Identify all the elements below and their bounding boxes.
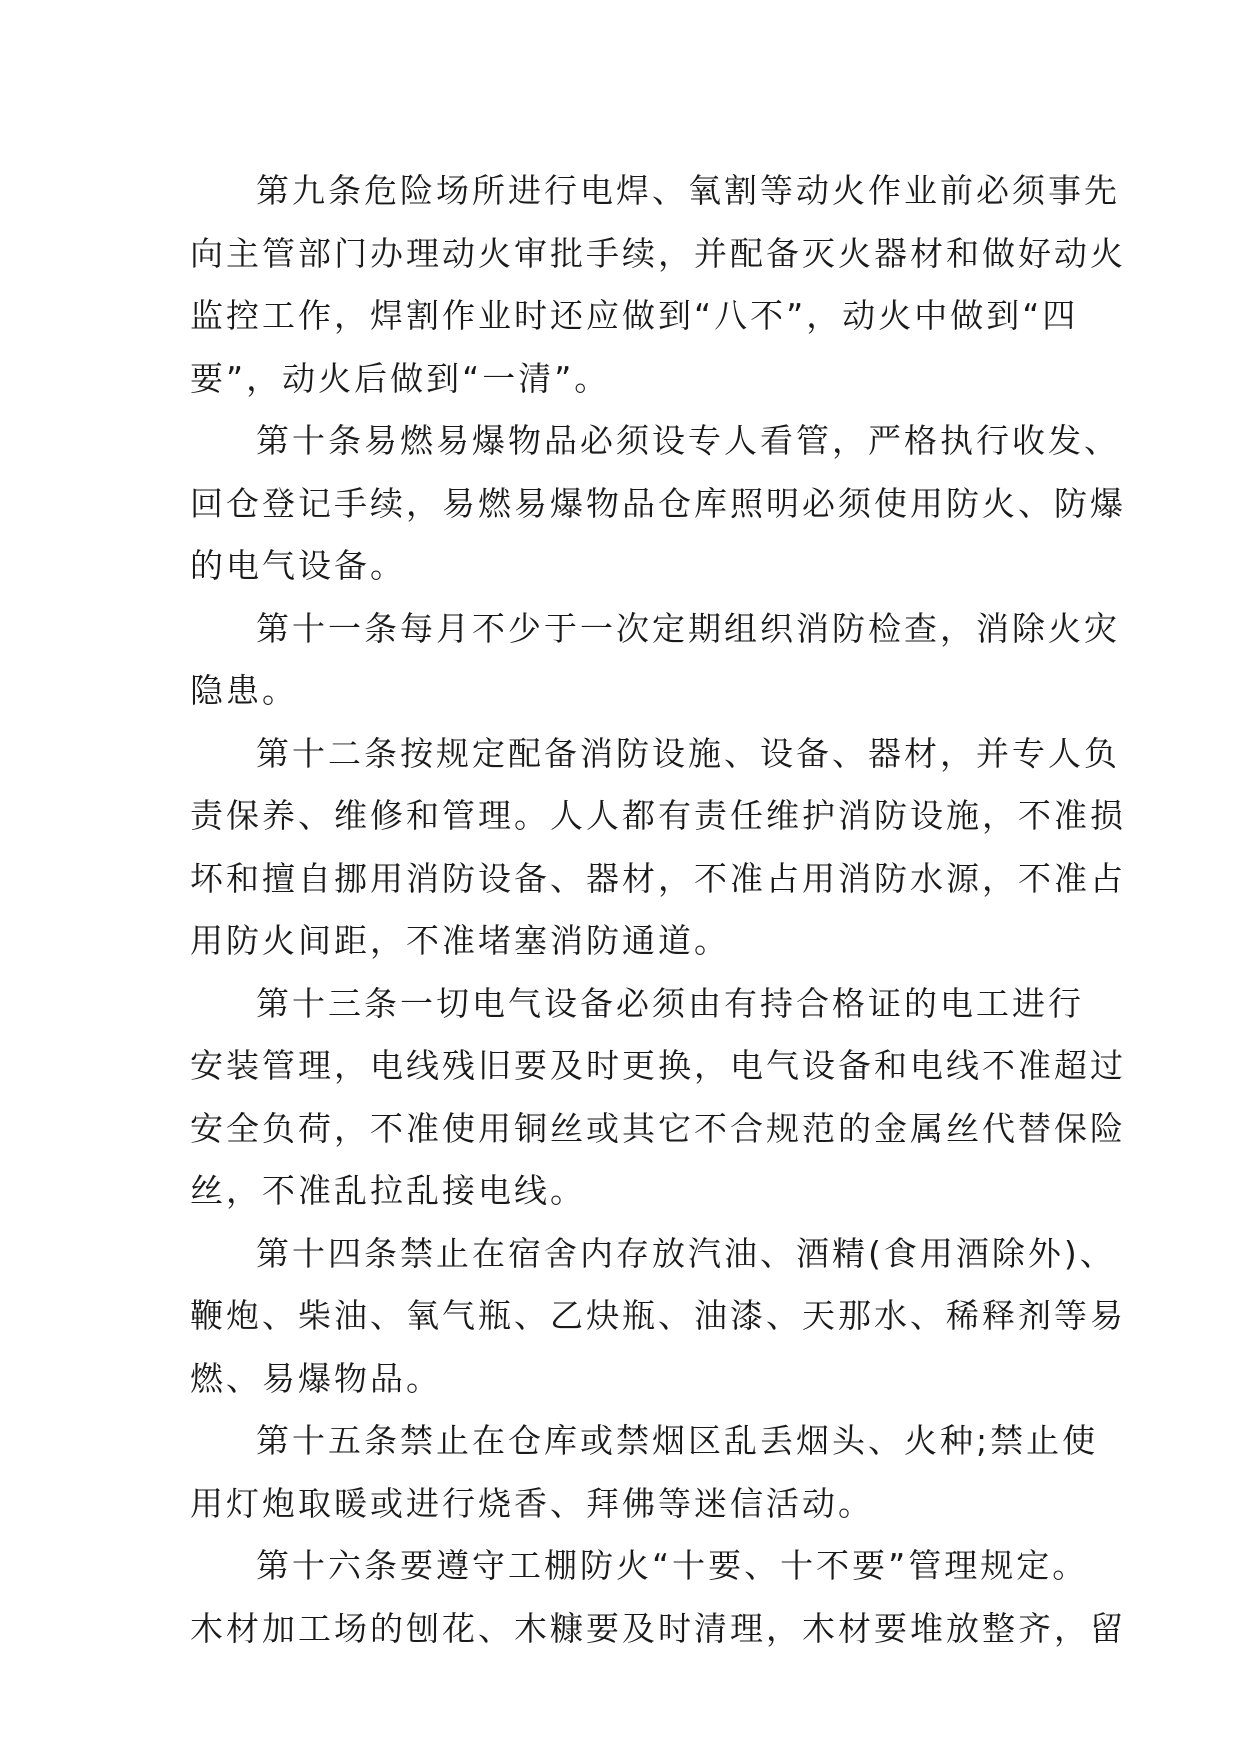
article-10 xyxy=(190,410,1126,598)
article-9-line-4: 要”，动火后做到“一清”。 xyxy=(190,358,611,398)
article-14-line-3: 燃、易爆物品。 xyxy=(190,1358,442,1398)
article-14-line-1: 第十四条禁止在宿舍内存放汽油、酒精(食用酒除外)、 xyxy=(256,1233,1116,1273)
article-10-line-2: 回仓登记手续，易燃易爆物品仓库照明必须使用防火、防爆 xyxy=(190,483,1126,523)
article-16-line-1: 第十六条要遵守工棚防火“十要、十不要”管理规定。 xyxy=(256,1546,1089,1585)
article-14-line-2: 鞭炮、柴油、氧气瓶、乙炔瓶、油漆、天那水、稀释剂等易 xyxy=(190,1296,1126,1335)
article-10-line-1: 第十条易燃易爆物品必须设专人看管，严格执行收发、 xyxy=(256,421,1120,460)
article-13-line-3: 安全负荷，不准使用铜丝或其它不合规范的金属丝代替保险 xyxy=(190,1108,1126,1148)
article-9-line-2: 向主管部门办理动火审批手续，并配备灭火器材和做好动火 xyxy=(190,233,1126,273)
article-14 xyxy=(190,1223,1126,1411)
article-10-line-3: 的电气设备。 xyxy=(190,546,406,585)
article-9 xyxy=(190,160,1126,410)
article-13-line-2: 安装管理，电线残旧要及时更换，电气设备和电线不准超过 xyxy=(190,1046,1126,1085)
article-16 xyxy=(190,1535,1126,1660)
article-9-line-3: 监控工作，焊割作业时还应做到“八不”，动火中做到“四 xyxy=(190,296,1079,335)
article-9-line-1: 第九条危险场所进行电焊、氧割等动火作业前必须事先 xyxy=(256,171,1120,210)
document-body xyxy=(190,160,1126,1660)
article-13 xyxy=(190,973,1126,1223)
article-15-line-2: 用灯炮取暖或进行烧香、拜佛等迷信活动。 xyxy=(190,1483,874,1523)
article-11-line-2: 隐患。 xyxy=(190,671,298,710)
article-11-line-1: 第十一条每月不少于一次定期组织消防检查，消除火灾 xyxy=(256,608,1120,648)
article-12 xyxy=(190,723,1126,973)
article-12-line-4: 用防火间距，不准堵塞消防通道。 xyxy=(190,921,730,960)
article-15-line-1: 第十五条禁止在仓库或禁烟区乱丢烟头、火种;禁止使 xyxy=(256,1421,1099,1460)
article-12-line-3: 坏和擅自挪用消防设备、器材，不准占用消防水源，不准占 xyxy=(190,858,1126,898)
article-12-line-2: 责保养、维修和管理。人人都有责任维护消防设施，不准损 xyxy=(190,796,1126,835)
article-16-line-2: 木材加工场的刨花、木糠要及时清理，木材要堆放整齐，留 xyxy=(190,1608,1126,1648)
article-15 xyxy=(190,1410,1099,1535)
article-13-line-1: 第十三条一切电气设备必须由有持合格证的电工进行 xyxy=(256,983,1084,1023)
article-11 xyxy=(190,598,1120,723)
article-13-line-4: 丝，不准乱拉乱接电线。 xyxy=(190,1171,586,1210)
article-12-line-1: 第十二条按规定配备消防设施、设备、器材，并专人负 xyxy=(256,733,1120,773)
